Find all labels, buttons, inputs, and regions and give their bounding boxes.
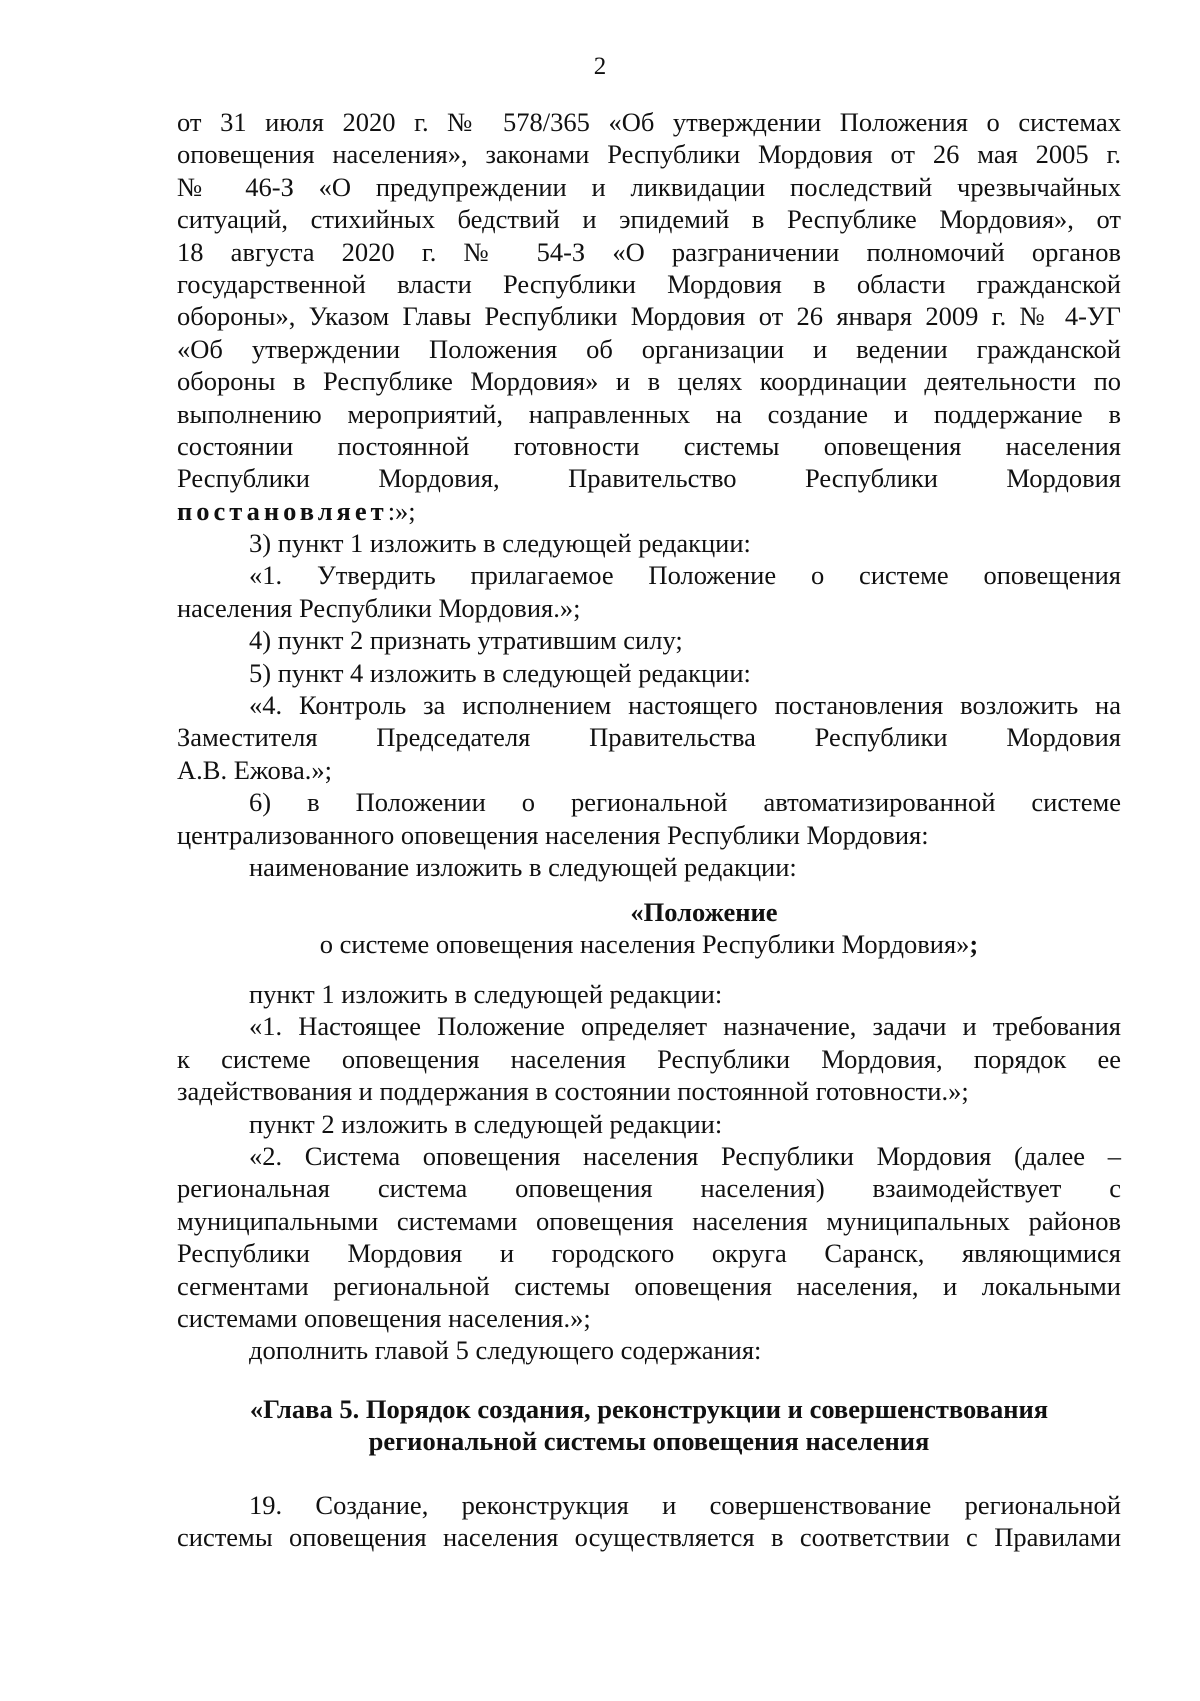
list-item: дополнить главой 5 следующего содержания:: [249, 1335, 762, 1366]
intro-paragraph: [177, 106, 1121, 527]
list-item: 5) пункт 4 изложить в следующей редакции:: [249, 657, 751, 688]
text-line: от 31 июля 2020 г. № 578/365 «Об утверждении Положения о системах: [177, 107, 1121, 137]
text-line: ситуаций, стихийных бедствий и эпидемий в Республике Мордовия», от: [177, 204, 1121, 235]
list-item: «4. Контроль за исполнением настоящего постановления возложить на: [249, 690, 1121, 721]
list-item: системами оповещения населения.»;: [177, 1303, 591, 1334]
text-line: «Об утверждении Положения об организации и ведении гражданской: [177, 333, 1121, 364]
text-line: системы оповещения населения осуществляется в соответствии с Правилами: [177, 1522, 1121, 1553]
heading-subtitle-text: о системе оповещения населения Республики Мордовия»: [319, 929, 970, 960]
text-line: № 46-З «О предупреждении и ликвидации последствий чрезвычайных: [177, 171, 1121, 202]
list-item: Заместителя Председателя Правительства Республики Мордовия: [177, 722, 1121, 753]
text-line: оповещения населения», законами Республики Мордовия от 26 мая 2005 г.: [177, 139, 1121, 170]
text-line: выполнению мероприятий, направленных на создание и поддержание в: [177, 398, 1121, 429]
list-item: пункт 1 изложить в следующей редакции:: [249, 979, 723, 1009]
heading-subtitle: [177, 928, 1121, 960]
text-line: 18 августа 2020 г. № 54-З «О разграничении полномочий органов: [177, 236, 1121, 267]
list-item: пункт 2 изложить в следующей редакции:: [249, 1108, 723, 1139]
closing-paragraph: [177, 1489, 1121, 1554]
chapter-heading-line1: «Глава 5. Порядок создания, реконструкции и совершенствования: [249, 1394, 1049, 1424]
postanovlyaet-tail: :»;: [387, 495, 416, 526]
amendments-list-2: [177, 978, 1121, 1367]
list-item: «1. Настоящее Положение определяет назначение, задачи и требования: [249, 1011, 1121, 1042]
list-item: задействования и поддержания в состоянии постоянной готовности.»;: [177, 1076, 969, 1107]
list-item: «1. Утвердить прилагаемое Положение о системе оповещения: [249, 560, 1121, 591]
heading-title: «Положение: [630, 897, 778, 927]
page-number: 2: [593, 53, 607, 80]
list-item: «2. Система оповещения населения Республики Мордовия (далее –: [249, 1141, 1121, 1172]
text-line: 19. Создание, реконструкция и совершенствование региональной: [249, 1490, 1121, 1520]
text-line: Республики Мордовия, Правительство Республики Мордовия: [177, 463, 1121, 494]
list-item: 3) пункт 1 изложить в следующей редакции:: [249, 528, 751, 558]
postanovlyaet-line: [177, 495, 1121, 527]
list-item: наименование изложить в следующей редакции:: [249, 852, 797, 883]
list-item: 6) в Положении о региональной автоматизированной системе: [249, 787, 1121, 818]
text-line: обороны», Указом Главы Республики Мордовия от 26 января 2009 г. № 4-УГ: [177, 301, 1121, 332]
text-line: обороны в Республике Мордовия» и в целях координации деятельности по: [177, 366, 1121, 397]
list-item: 4) пункт 2 признать утратившим силу;: [249, 625, 683, 656]
list-item: муниципальными системами оповещения населения муниципальных районов: [177, 1205, 1121, 1236]
section-heading: [177, 896, 1121, 961]
list-item: региональная система оповещения населения) взаимодействует с: [177, 1173, 1121, 1204]
list-item: централизованного оповещения населения Республики Мордовия:: [177, 819, 929, 850]
postanovlyaet-word: постановляет: [177, 495, 388, 526]
list-item: Республики Мордовия и городского округа Саранск, являющимися: [177, 1238, 1121, 1269]
list-item: сегментами региональной системы оповещения населения, и локальными: [177, 1270, 1121, 1301]
list-item: А.В. Ежова.»;: [177, 754, 332, 785]
list-item: к системе оповещения населения Республики Мордовия, порядок ее: [177, 1043, 1121, 1074]
chapter-heading-line2: региональной системы оповещения населения: [368, 1426, 930, 1457]
text-line: государственной власти Республики Мордовия в области гражданской: [177, 269, 1121, 300]
amendments-list: [177, 527, 1121, 883]
heading-subtitle-tail: ;: [969, 929, 979, 960]
chapter-heading: [177, 1393, 1121, 1458]
list-item: населения Республики Мордовия.»;: [177, 592, 581, 623]
text-line: состоянии постоянной готовности системы оповещения населения: [177, 431, 1121, 462]
